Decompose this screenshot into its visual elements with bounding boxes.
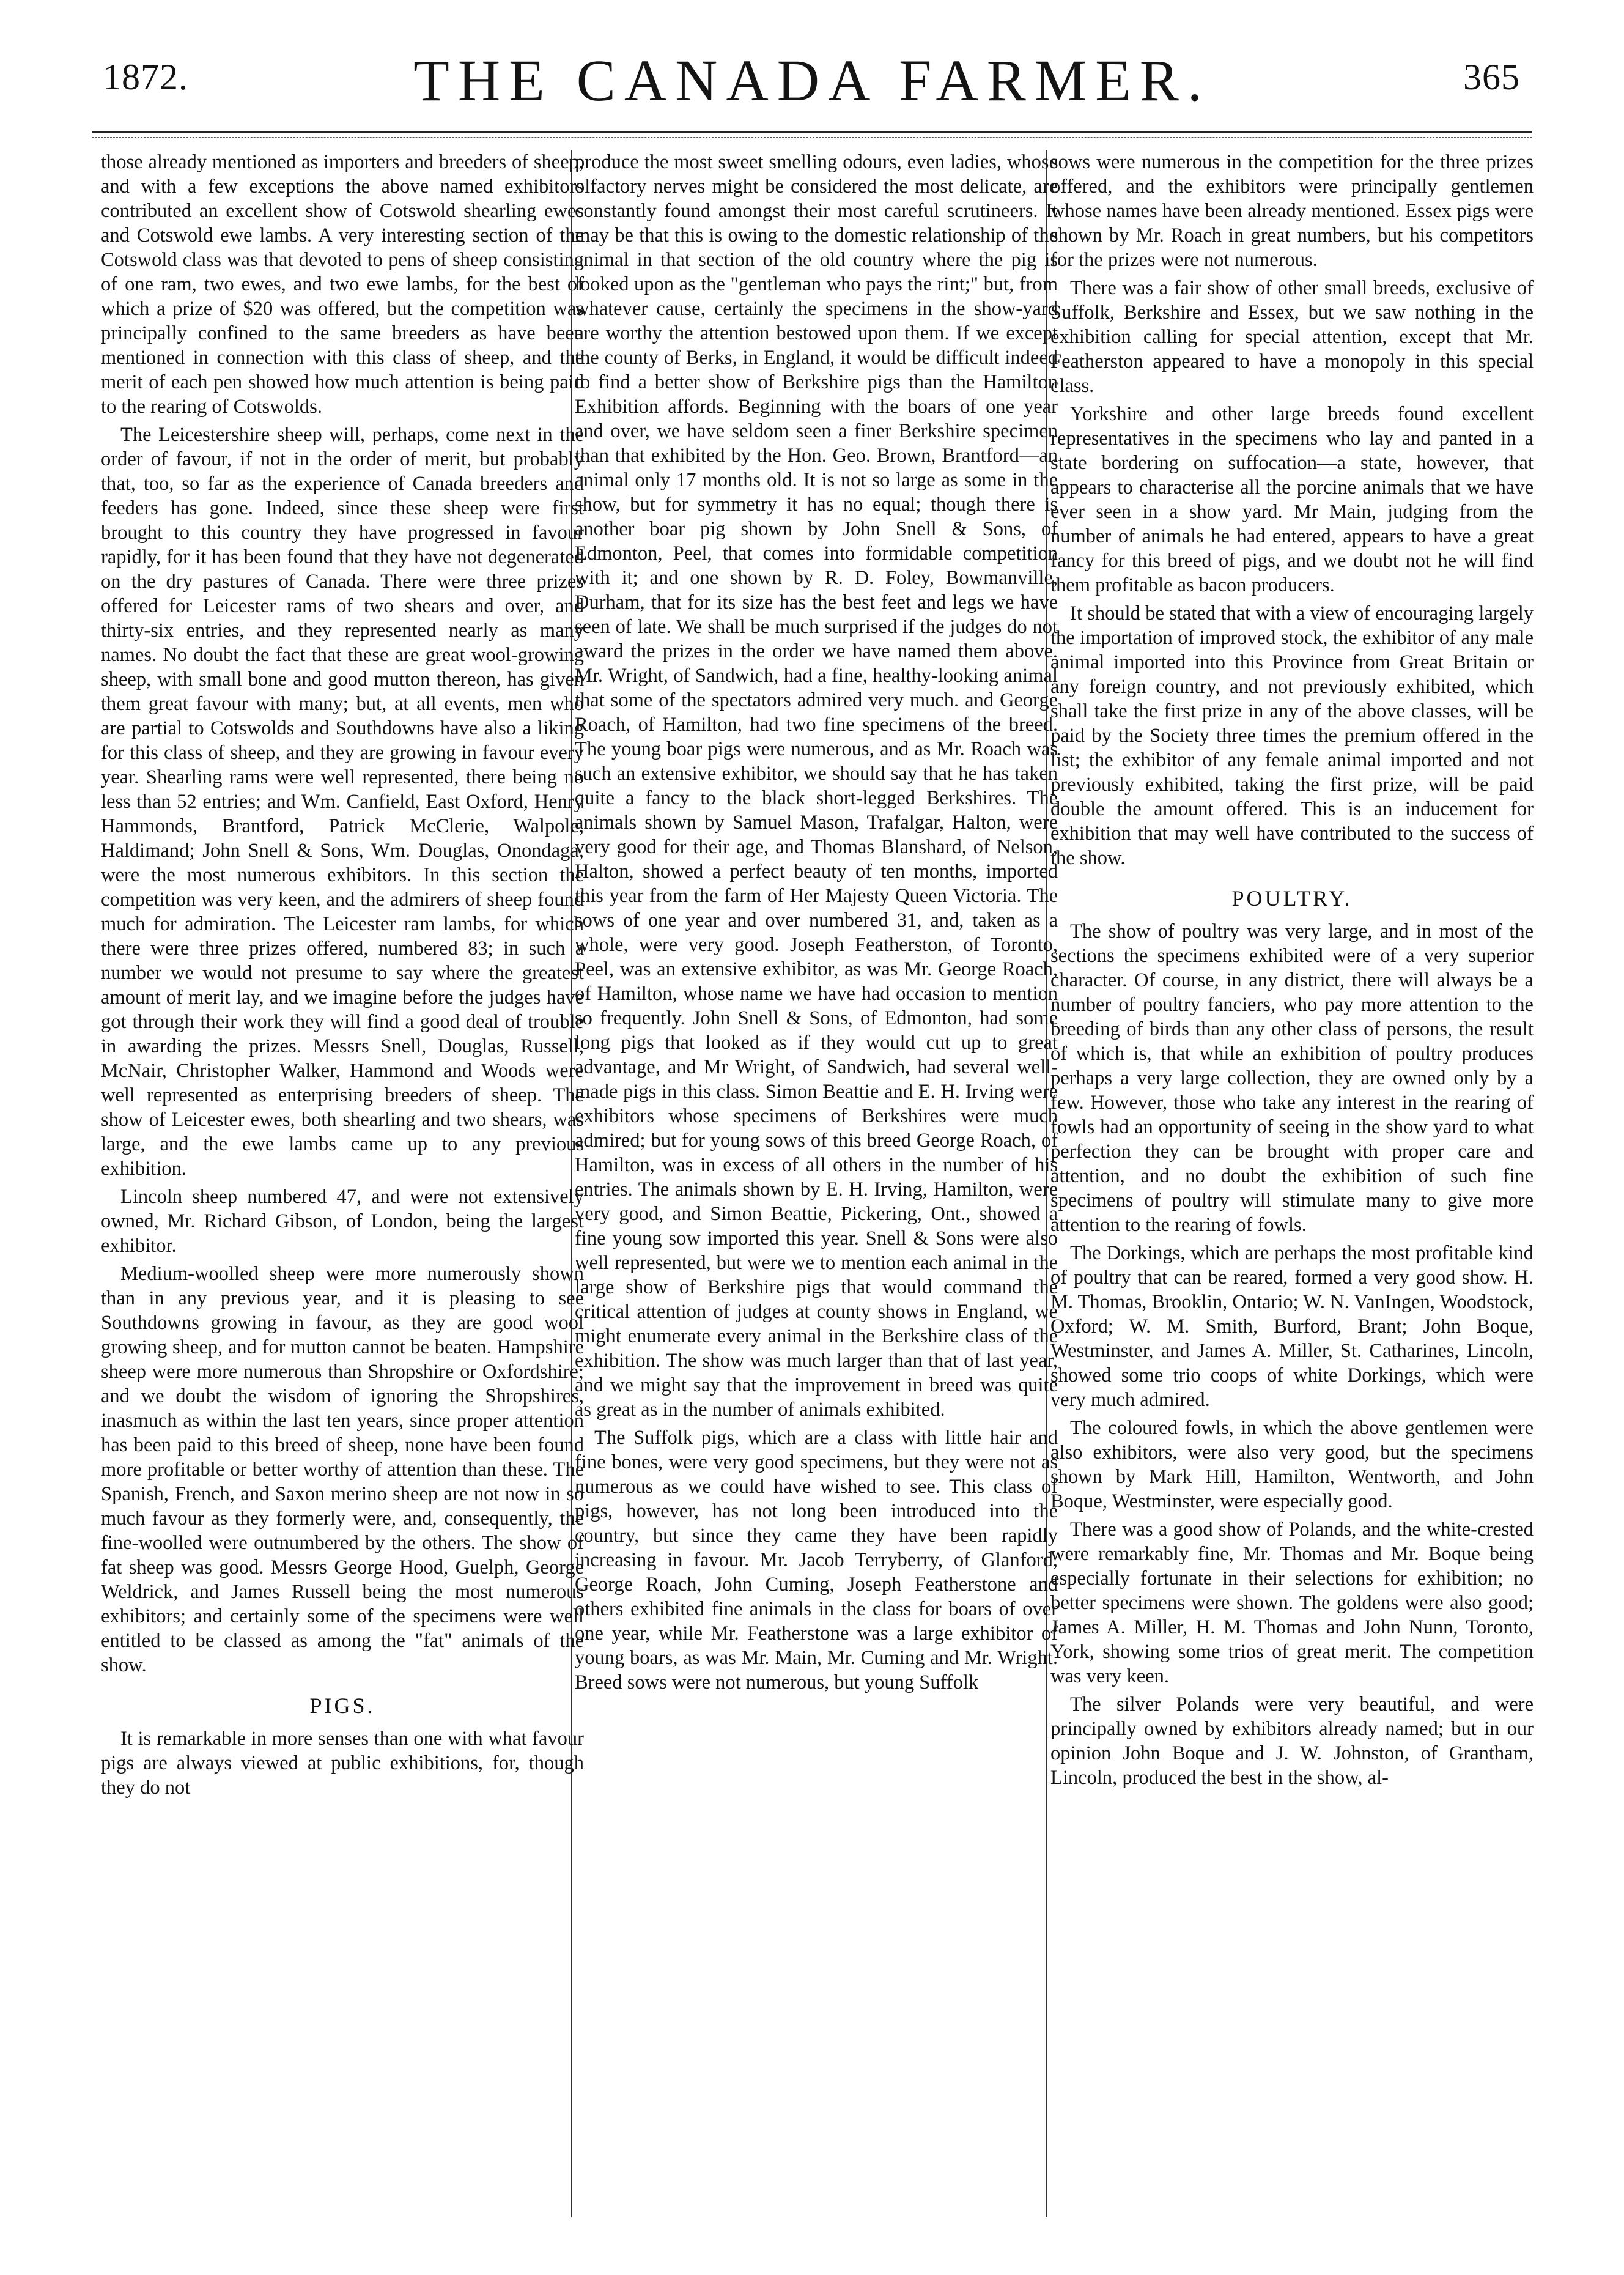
paragraph: The show of poultry was very large, and in most of the sections the specimens exhibited were of a very superior character. Of course, in any district, there will always be a number of poultry fanciers, who pay more attention to the breeding of birds than any other class of persons, the result of which is, that while an exhibition of poultry produces perhaps a very large collection, they are owned only by a few. However, those who take any interest in the rearing of fowls had an opportunity of seeing in the show yard to what perfection they can be brought with proper care and attention, and no doubt the exhibition of such fine specimens of poultry will stimulate many to give more attention to the rearing of fowls. bbox=[1050, 920, 1534, 1236]
paragraph: There was a good show of Polands, and the white-crested were remarkably fine, Mr. Thomas and Mr. Boque being especially fortunate in their selections for exhibition; no better specimens were shown. The goldens were also good; James A. Miller, H. M. Thomas and John Nunn, Toronto, York, showing some trios of great merit. The competition was very keen. bbox=[1050, 1519, 1534, 1687]
paragraph: There was a fair show of other small breeds, exclusive of Suffolk, Berkshire and Essex, but we saw nothing in the exhibition calling for special attention, except that Mr. Featherston appeared to have a monopoly in this special class. bbox=[1050, 277, 1534, 397]
page-header bbox=[92, 43, 1532, 113]
paragraph: The silver Polands were very beautiful, and were principally owned by exhibitors already named; but in our opinion John Boque and J. W. Johnston, of Grantham, Lincoln, produced the best in the show, al- bbox=[1050, 1693, 1534, 1789]
column-2 bbox=[575, 150, 1058, 2217]
paragraph: The coloured fowls, in which the above gentlemen were also exhibitors, were also very good, but the specimens shown by Mark Hill, Hamilton, Wentworth, and John Boque, Westminster, were especially good. bbox=[1050, 1417, 1534, 1512]
paragraph: those already mentioned as importers and breeders of sheep, and with a few exceptions the above named exhibitors contributed an excellent show of Cotswold shearling ewes and Cotswold ewe lambs. A very interesting section of the Cotswold class was that devoted to pens of sheep consisting of one ram, two ewes, and two ewe lambs, for the best of which a prize of $20 was offered, but the competition was principally confined to the same breeders as have been mentioned in connection with this class of sheep, and the merit of each pen showed how much attention is being paid to the rearing of Cotswolds. bbox=[101, 151, 584, 418]
page-number: 365 bbox=[1463, 57, 1520, 97]
paragraph: The Leicestershire sheep will, perhaps, come next in the order of favour, if not in the order of merit, but probably that, too, so far as the experience of Canada breeders and feeders has gone. Indeed, since these sheep were first brought to this country they have progressed in favour rapidly, for it has been found that they have not degenerated on the dry pastures of Canada. There were three prizes offered for Leicester rams of two shears and over, and thirty-six entries, and they represented nearly as many names. No doubt the fact that these are great wool-growing sheep, with small bone and good mutton thereon, has given them great favour with many; but, at all events, men who are partial to Cotswolds and Southdowns have also a liking for this class of sheep, and they are growing in favour every year. Shearling rams were well represented, there being no less than 52 entries; and Wm. Canfield, East Oxford, Henry Hammonds, Brantford, Patrick McClerie, Walpole, Haldimand; John Snell & Sons, Wm. Douglas, Onondaga, were the most numerous exhibitors. In this section the competition was very keen, and the admirers of sheep found much for admiration. The Leicester ram lambs, for which there were three prizes offered, numbered 83; in such a number we would not presume to say where the greatest amount of merit lay, and we imagine before the judges have got through their work they will find a good deal of trouble in awarding the prizes. Messrs Snell, Douglas, Russell, McNair, Christopher Walker, Hammond and Woods were well represented as enterprising breeders of sheep. The show of Leicester ewes, both shearling and two shears, was large, and the ewe lambs came up to any previous exhibition. bbox=[101, 424, 584, 1180]
paragraph: Medium-woolled sheep were more numerously shown than in any previous year, and it is pleasing to see Southdowns growing in favour, as they are good wool growing sheep, and for mutton cannot be beaten. Hampshire sheep were more numerous than Shropshire or Oxfordshire; and we doubt the wisdom of ignoring the Shropshires, inasmuch as within the last ten years, since proper attention has been paid to this breed of sheep, none have been found more profitable or better worthy of attention than these. The Spanish, French, and Saxon merino sheep are not now in so much favour as they formerly were, and, consequently, the fine-woolled were outnumbered by the others. The show of fat sheep was good. Messrs George Hood, Guelph, George Weldrick, and James Russell being the most numerous exhibitors; and certainly some of the specimens were well entitled to be classed as among the "fat" animals of the show. bbox=[101, 1263, 584, 1676]
column-3 bbox=[1050, 150, 1534, 2217]
paragraph: produce the most sweet smelling odours, even ladies, whose olfactory nerves might be considered the most delicate, are constantly found amongst their most careful scrutineers. It may be that this is owing to the domestic relationship of the animal in that section of the old country where the pig is looked upon as the "gentleman who pays the rint;" but, from whatever cause, certainly the specimens in the show-yard are worthy the attention bestowed upon them. If we except the county of Berks, in England, it would be difficult indeed to find a better show of Berkshire pigs than the Hamilton Exhibition affords. Beginning with the boars of one year and over, we have seldom seen a finer Berkshire specimen than that exhibited by the Hon. Geo. Brown, Brantford—an animal only 17 months old. It is not so large as some in the show, but for symmetry it has no equal; though there is another boar pig shown by John Snell & Sons, of Edmonton, Peel, that comes into formidable competition with it; and one shown by R. D. Foley, Bowmanville, Durham, that for its size has the best feet and legs we have seen of late. We shall be much surprised if the judges do not award the prizes in the order we have named them above. Mr. Wright, of Sandwich, had a fine, healthy-looking animal that some of the spectators admired very much. and George Roach, of Hamilton, had two fine specimens of the breed. The young boar pigs were numerous, and as Mr. Roach was such an extensive exhibitor, we should say that he has taken quite a fancy to the black short-legged Berkshires. The animals shown by Samuel Mason, Trafalgar, Halton, were very good for their age, and Thomas Blanshard, of Nelson, Halton, showed a perfect beauty of ten months, imported this year from the farm of Her Majesty Queen Victoria. The sows of one year and over numbered 31, and, taken as a whole, were very good. Joseph Featherston, of Toronto, Peel, was an extensive exhibitor, as was Mr. George Roach, of Hamilton, whose name we have had occasion to mention so frequently. John Snell & Sons, of Edmonton, had some long pigs that looked as if they would cut up to great advantage, and Mr Wright, of Sandwich, had several well-made pigs in this class. Simon Beattie and E. H. Irving were exhibitors whose specimens of Berkshires were much admired; but for young sows of this breed George Roach, of Hamilton, was in excess of all others in the number of his entries. The animals shown by E. H. Irving, Hamilton, were very good, and Simon Beattie, Pickering, Ont., showed a fine young sow imported this year. Snell & Sons were also well represented, but were we to mention each animal in the large show of Berkshire pigs that would command the critical attention of judges at county shows in England, we might enumerate every animal in the Berkshire class of the exhibition. The show was much larger than that of last year, and we might say that the improvement in breed was quite as great as in the number of animals exhibited. bbox=[575, 151, 1058, 1421]
column-1 bbox=[101, 150, 584, 2217]
header-rule bbox=[92, 131, 1532, 133]
paragraph: The Dorkings, which are perhaps the most profitable kind of poultry that can be reared, formed a very good show. H. M. Thomas, Brooklin, Ontario; W. N. VanIngen, Woodstock, Oxford; W. M. Smith, Burford, Brant; John Boque, Westminster, and James A. Miller, St. Catharines, Lincoln, showed some trio coops of white Dorkings, which were very much admired. bbox=[1050, 1242, 1534, 1411]
paragraph: The Suffolk pigs, which are a class with little hair and fine bones, were very good specimens, but they were not as numerous as we could have wished to see. This class of pigs, however, has not long been introduced into the country, but since they came they have been rapidly increasing in favour. Mr. Jacob Terryberry, of Glanford, George Roach, John Cuming, Joseph Featherstone and others exhibited fine animals in the class for boars of over one year, while Mr. Featherstone was a large exhibitor of young boars, as was Mr. Main, Mr. Cuming and Mr. Wright. Breed sows were not numerous, but young Suffolk bbox=[575, 1427, 1058, 1693]
paragraph: sows were numerous in the competition for the three prizes offered, and the exhibitors were principally gentlemen whose names have been already mentioned. Essex pigs were shown by Mr. Roach in great numbers, but his competitors for the prizes were not numerous. bbox=[1050, 151, 1534, 271]
paragraph: It is remarkable in more senses than one with what favour pigs are always viewed at public exhibitions, for, though they do not bbox=[101, 1728, 584, 1799]
paragraph: It should be stated that with a view of encouraging largely the importation of improved stock, the exhibitor of any male animal imported into this Province from Great Britain or any foreign country, and not previously exhibited, which shall take the first prize in any of the above classes, will be paid by the Society three times the premium offered in the list; the exhibitor of any female animal imported and not previously exhibited, taking the first prize, will be paid double the amount offered. This is an inducement for exhibition that may well have contributed to the success of the show. bbox=[1050, 602, 1534, 869]
paragraph: Lincoln sheep numbered 47, and were not extensively owned, Mr. Richard Gibson, of London, being the largest exhibitor. bbox=[101, 1186, 584, 1257]
section-heading-poultry: POULTRY. bbox=[1231, 886, 1353, 911]
masthead-title: THE CANADA FARMER. bbox=[413, 48, 1211, 113]
section-heading-pigs: PIGS. bbox=[309, 1693, 375, 1718]
header-rule-dashed bbox=[92, 137, 1532, 138]
paragraph: Yorkshire and other large breeds found excellent representatives in the specimens who lay and panted in a state bordering on suffocation—a state, however, that appears to characterise all the porcine animals that we have ever seen in a show yard. Mr Main, judging from the number of animals he had entered, appears to have a great fancy for this breed of pigs, and we doubt not he will find them profitable as bacon producers. bbox=[1050, 403, 1534, 596]
header-year: 1872. bbox=[103, 57, 188, 97]
